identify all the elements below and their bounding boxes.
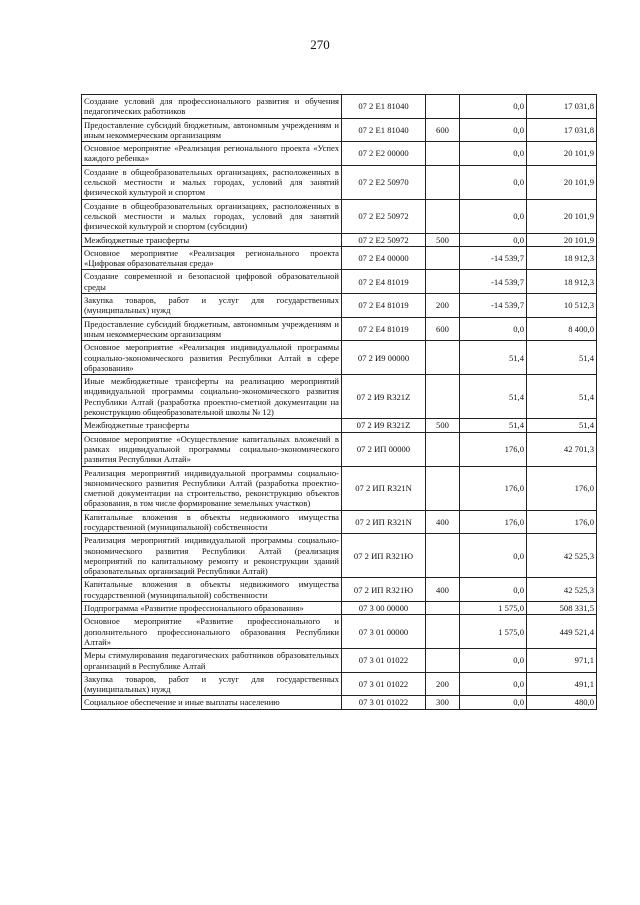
table-row (82, 199, 597, 233)
row-change-cell: 176,0 (460, 432, 527, 466)
row-expense-type-cell (426, 165, 460, 199)
row-change-cell: 0,0 (460, 118, 527, 142)
table-row (82, 672, 597, 696)
row-total-cell: 17 031,8 (527, 118, 597, 142)
table-row (82, 534, 597, 578)
table-row (82, 165, 597, 199)
table-row (82, 317, 597, 341)
row-total-cell: 42 701,3 (527, 432, 597, 466)
row-change-cell: 0,0 (460, 199, 527, 233)
row-expense-type-cell (426, 432, 460, 466)
row-total-cell: 17 031,8 (527, 95, 597, 119)
row-code-cell: 07 2 ИП R321Ю (342, 578, 426, 602)
row-total-cell: 971,1 (527, 649, 597, 673)
row-total-cell: 42 525,3 (527, 534, 597, 578)
row-total-cell: 51,4 (527, 341, 597, 375)
row-change-cell: 176,0 (460, 510, 527, 534)
row-name-cell: Основное мероприятие «Реализация регионального проекта «Цифровая образовательная среда» (82, 246, 342, 270)
row-total-cell: 20 101,9 (527, 233, 597, 246)
table-row (82, 432, 597, 466)
row-code-cell: 07 2 ИП 00000 (342, 432, 426, 466)
row-change-cell: 1 575,0 (460, 602, 527, 615)
row-name-cell: Основное мероприятие «Развитие профессионального и дополнительного профессионального образования Республики Алтай» (82, 615, 342, 649)
row-code-cell: 07 2 E1 81040 (342, 95, 426, 119)
row-expense-type-cell (426, 270, 460, 294)
row-total-cell: 18 912,3 (527, 246, 597, 270)
row-change-cell: 51,4 (460, 419, 527, 432)
row-change-cell: 0,0 (460, 233, 527, 246)
table-row (82, 696, 597, 709)
table-row (82, 466, 597, 510)
row-name-cell: Закупка товаров, работ и услуг для государственных (муниципальных) нужд (82, 672, 342, 696)
row-name-cell: Основное мероприятие «Реализация индивидуальной программы социально-экономического развития Республики Алтай в сфере образования» (82, 341, 342, 375)
row-expense-type-cell (426, 341, 460, 375)
row-name-cell: Капитальные вложения в объекты недвижимого имущества государственной (муниципальной) собственности (82, 510, 342, 534)
table-row (82, 246, 597, 270)
page-number: 270 (310, 37, 330, 52)
row-code-cell: 07 3 01 01022 (342, 649, 426, 673)
row-name-cell: Создание в общеобразовательных организациях, расположенных в сельской местности и малых городах, условий для занятий физической культурой и спортом (82, 165, 342, 199)
row-total-cell: 20 101,9 (527, 165, 597, 199)
row-change-cell: 51,4 (460, 375, 527, 419)
row-name-cell: Реализация мероприятий индивидуальной программы социально-экономического развития Республики Алтай (разработка проектно-сметной документации на строительство, реконструкцию объектов образования, в том числе формирование земельных участков) (82, 466, 342, 510)
row-name-cell: Межбюджетные трансферты (82, 419, 342, 432)
row-code-cell: 07 2 E2 00000 (342, 142, 426, 166)
row-total-cell: 10 512,3 (527, 294, 597, 318)
row-expense-type-cell (426, 142, 460, 166)
row-code-cell: 07 2 E2 50972 (342, 233, 426, 246)
row-change-cell: 0,0 (460, 578, 527, 602)
row-expense-type-cell: 500 (426, 419, 460, 432)
row-code-cell: 07 2 E1 81040 (342, 118, 426, 142)
row-name-cell: Основное мероприятие «Осуществление капитальных вложений в рамках индивидуальной программы социально-экономического развития Республики Алтай» (82, 432, 342, 466)
row-change-cell: -14 539,7 (460, 246, 527, 270)
row-change-cell: 0,0 (460, 95, 527, 119)
row-code-cell: 07 2 E4 81019 (342, 317, 426, 341)
row-name-cell: Подпрограмма «Развитие профессионального образования» (82, 602, 342, 615)
row-code-cell: 07 2 E2 50970 (342, 165, 426, 199)
table-row (82, 510, 597, 534)
row-change-cell: 0,0 (460, 317, 527, 341)
row-change-cell: 0,0 (460, 672, 527, 696)
row-name-cell: Создание современной и безопасной цифровой образовательной среды (82, 270, 342, 294)
row-total-cell: 508 331,5 (527, 602, 597, 615)
row-expense-type-cell: 500 (426, 233, 460, 246)
row-expense-type-cell (426, 649, 460, 673)
row-expense-type-cell: 200 (426, 672, 460, 696)
row-total-cell: 8 400,0 (527, 317, 597, 341)
row-code-cell: 07 2 И9 R321Z (342, 419, 426, 432)
row-total-cell: 20 101,9 (527, 199, 597, 233)
row-total-cell: 18 912,3 (527, 270, 597, 294)
row-name-cell: Меры стимулирования педагогических работников образовательных организаций в Республике Алтай (82, 649, 342, 673)
table-row (82, 649, 597, 673)
row-code-cell: 07 2 ИП R321Ю (342, 534, 426, 578)
row-code-cell: 07 3 01 00000 (342, 615, 426, 649)
row-expense-type-cell: 400 (426, 510, 460, 534)
row-code-cell: 07 2 E4 00000 (342, 246, 426, 270)
table-row (82, 118, 597, 142)
row-total-cell: 176,0 (527, 466, 597, 510)
row-change-cell: 0,0 (460, 165, 527, 199)
row-code-cell: 07 2 E4 81019 (342, 270, 426, 294)
row-expense-type-cell: 600 (426, 118, 460, 142)
row-expense-type-cell: 200 (426, 294, 460, 318)
row-expense-type-cell (426, 375, 460, 419)
row-expense-type-cell (426, 199, 460, 233)
table-row (82, 375, 597, 419)
row-change-cell: 0,0 (460, 649, 527, 673)
table-row (82, 419, 597, 432)
row-expense-type-cell (426, 95, 460, 119)
table-row (82, 615, 597, 649)
budget-table-body (82, 95, 597, 710)
row-name-cell: Межбюджетные трансферты (82, 233, 342, 246)
row-expense-type-cell: 600 (426, 317, 460, 341)
row-expense-type-cell (426, 602, 460, 615)
row-change-cell: -14 539,7 (460, 294, 527, 318)
row-expense-type-cell (426, 246, 460, 270)
table-row (82, 233, 597, 246)
row-total-cell: 176,0 (527, 510, 597, 534)
table-row (82, 270, 597, 294)
row-name-cell: Реализация мероприятий индивидуальной программы социально-экономического развития Республики Алтай (реализация мероприятий по капитальному ремонту и реконструкции зданий образовательных организаций Республики Алтай) (82, 534, 342, 578)
row-code-cell: 07 3 01 01022 (342, 672, 426, 696)
row-expense-type-cell: 300 (426, 696, 460, 709)
row-code-cell: 07 3 01 01022 (342, 696, 426, 709)
table-row (82, 578, 597, 602)
table-row (82, 142, 597, 166)
row-name-cell: Капитальные вложения в объекты недвижимого имущества государственной (муниципальной) собственности (82, 578, 342, 602)
row-code-cell: 07 3 00 00000 (342, 602, 426, 615)
row-code-cell: 07 2 И9 00000 (342, 341, 426, 375)
row-total-cell: 20 101,9 (527, 142, 597, 166)
row-change-cell: 0,0 (460, 696, 527, 709)
row-total-cell: 51,4 (527, 419, 597, 432)
row-expense-type-cell (426, 615, 460, 649)
row-code-cell: 07 2 И9 R321Z (342, 375, 426, 419)
table-row (82, 602, 597, 615)
row-expense-type-cell (426, 466, 460, 510)
row-change-cell: 176,0 (460, 466, 527, 510)
row-change-cell: 1 575,0 (460, 615, 527, 649)
row-total-cell: 491,1 (527, 672, 597, 696)
row-name-cell: Иные межбюджетные трансферты на реализацию мероприятий индивидуальной программы социально-экономического развития Республики Алтай (разработка проектно-сметной документации на реконструкцию общеобразовательной школы № 12) (82, 375, 342, 419)
row-name-cell: Предоставление субсидий бюджетным, автономным учреждениям и иным некоммерческим организациям (82, 118, 342, 142)
row-code-cell: 07 2 ИП R321N (342, 510, 426, 534)
row-total-cell: 449 521,4 (527, 615, 597, 649)
table-row (82, 294, 597, 318)
row-total-cell: 42 525,3 (527, 578, 597, 602)
row-code-cell: 07 2 E4 81019 (342, 294, 426, 318)
row-total-cell: 51,4 (527, 375, 597, 419)
row-change-cell: 0,0 (460, 142, 527, 166)
row-expense-type-cell (426, 534, 460, 578)
row-total-cell: 480,0 (527, 696, 597, 709)
table-row (82, 95, 597, 119)
row-name-cell: Основное мероприятие «Реализация регионального проекта «Успех каждого ребенка» (82, 142, 342, 166)
row-code-cell: 07 2 E2 50972 (342, 199, 426, 233)
row-name-cell: Закупка товаров, работ и услуг для государственных (муниципальных) нужд (82, 294, 342, 318)
row-name-cell: Создание условий для профессионального развития и обучения педагогических работников (82, 95, 342, 119)
row-name-cell: Социальное обеспечение и иные выплаты населению (82, 696, 342, 709)
row-name-cell: Создание в общеобразовательных организациях, расположенных в сельской местности и малых городах, условий для занятий физической культурой и спортом (субсидии) (82, 199, 342, 233)
row-code-cell: 07 2 ИП R321N (342, 466, 426, 510)
budget-table (81, 94, 597, 710)
table-row (82, 341, 597, 375)
row-change-cell: -14 539,7 (460, 270, 527, 294)
row-change-cell: 0,0 (460, 534, 527, 578)
row-expense-type-cell: 400 (426, 578, 460, 602)
row-name-cell: Предоставление субсидий бюджетным, автономным учреждениям и иным некоммерческим организациям (82, 317, 342, 341)
row-change-cell: 51,4 (460, 341, 527, 375)
